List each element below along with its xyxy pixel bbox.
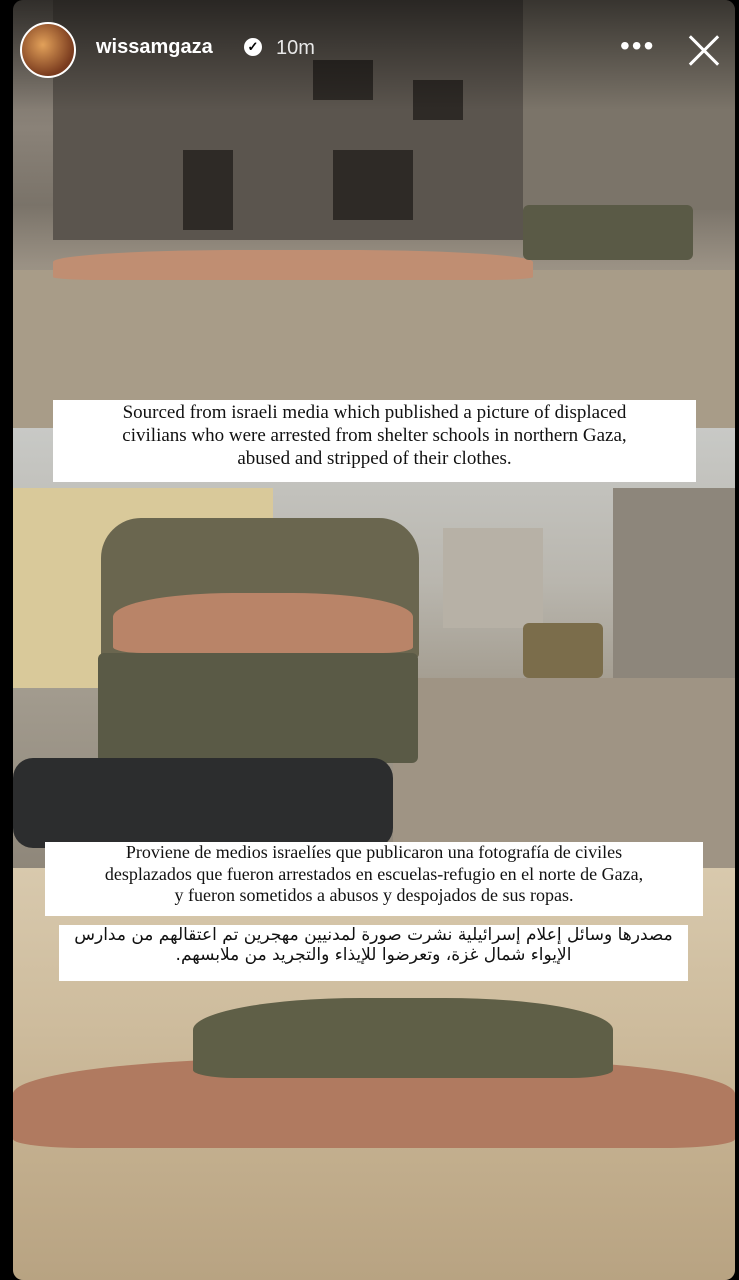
caption-line: civilians who were arrested from shelter schools in northern Gaza, <box>122 424 627 446</box>
building <box>613 488 735 688</box>
photo-truck-detainees <box>13 428 735 868</box>
caption-line: مصدرها وسائل إعلام إسرائيلية نشرت صورة لمدنيين مهجرين تم اعتقالهم من مدارس <box>74 925 673 945</box>
caption-line: desplazados que fueron arrestados en escuelas-refugio en el norte de Gaza, <box>104 863 644 884</box>
shutter <box>183 150 233 230</box>
avatar[interactable] <box>20 22 76 78</box>
caption-line: abused and stripped of their clothes. <box>237 447 512 469</box>
soldiers <box>193 998 613 1078</box>
caption-english <box>53 400 696 482</box>
caption-line: Sourced from israeli media which published a picture of displaced <box>122 402 627 423</box>
military-vehicle <box>523 205 693 260</box>
truck-body <box>98 653 418 763</box>
caption-line: الإيواء شمال غزة، وتعرضوا للإيذاء والتجريد من ملابسهم. <box>175 945 572 966</box>
detainees-row <box>53 250 533 280</box>
detainees-in-truck <box>113 593 413 653</box>
post-time: 10m <box>276 37 315 59</box>
story-header <box>0 0 739 110</box>
distant-truck <box>523 623 603 678</box>
caption-line: Proviene de medios israelíes que publicaron una fotografía de civiles <box>125 842 623 862</box>
verified-check-icon: ✓ <box>244 38 262 56</box>
shutter <box>333 150 413 220</box>
close-icon[interactable] <box>684 30 724 70</box>
armored-vehicle-gun <box>13 758 393 848</box>
more-dots-icon[interactable]: ••• <box>620 30 656 61</box>
building <box>443 528 543 628</box>
caption-line: y fueron sometidos a abusos y despojados de sus ropas. <box>174 885 574 906</box>
road <box>393 678 735 868</box>
caption-arabic <box>59 925 688 981</box>
story-frame <box>13 0 735 1280</box>
caption-spanish <box>45 842 703 916</box>
username[interactable]: wissamgaza <box>96 36 213 58</box>
